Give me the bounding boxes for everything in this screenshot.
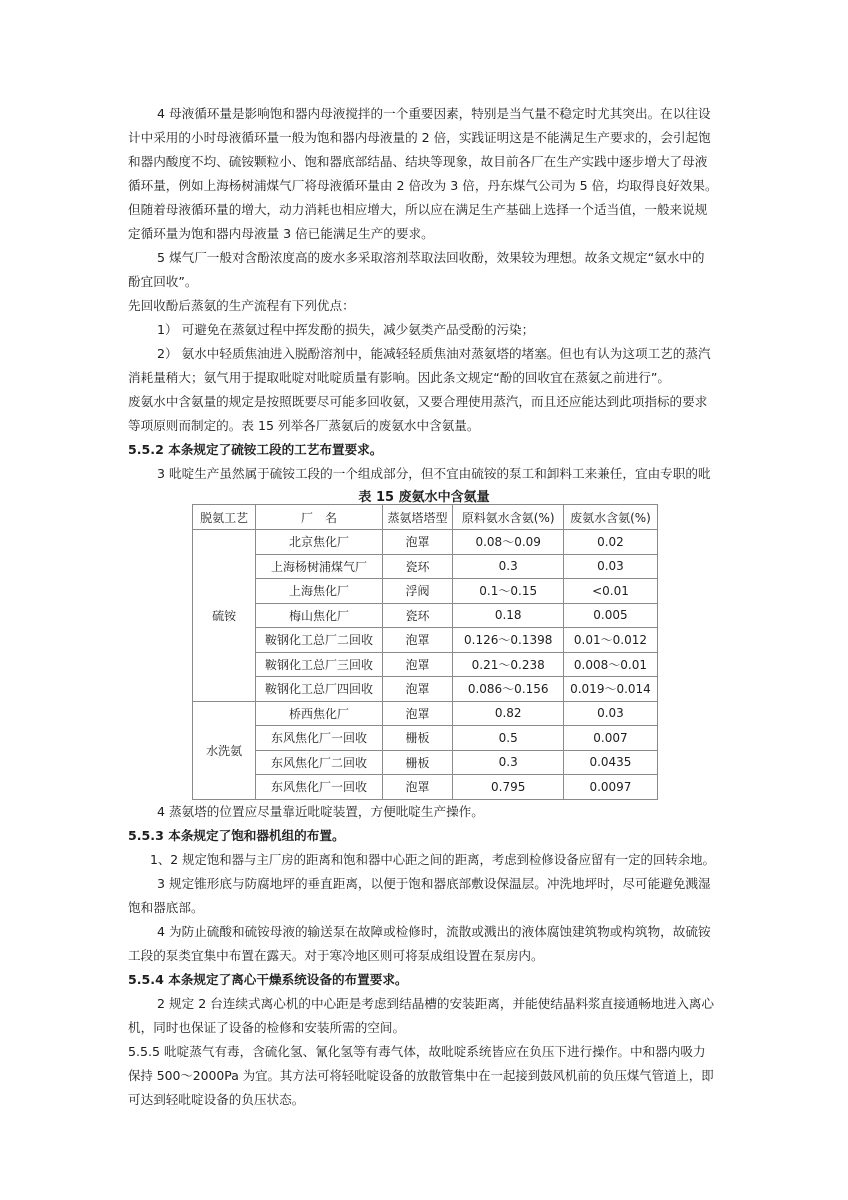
waste-cell: 0.007 [563, 726, 657, 751]
raw-cell: 0.086～0.156 [453, 677, 563, 702]
header-waste-ammonia: 废氨水含氨(%) [563, 505, 657, 530]
plant-cell: 鞍钢化工总厂四回收 [256, 677, 382, 702]
header-tower-type: 蒸氨塔塔型 [382, 505, 453, 530]
text-line: 4 蒸氨塔的位置应尽量靠近吡啶装置，方便吡啶生产操作。 [157, 804, 484, 819]
header-plant: 厂 名 [256, 505, 382, 530]
tower-cell: 泡罩 [382, 530, 453, 555]
plant-cell: 梅山焦化厂 [256, 603, 382, 628]
raw-cell: 0.795 [453, 775, 563, 800]
waste-cell: 0.0097 [563, 775, 657, 800]
text-line: 先回收酚后蒸氨的生产流程有下列优点： [128, 298, 355, 313]
table-caption: 表 15 废氨水中含氨量 [358, 490, 490, 505]
text-line: 计中采用的小时母液循环量一般为饱和器内母液量的 2 倍，实践证明这是不能满足生产要求的，会引起饱 [128, 130, 711, 145]
text-line: 可达到轻吡啶设备的负压状态。 [128, 1092, 305, 1107]
table-row [193, 701, 658, 726]
plant-cell: 北京焦化厂 [256, 530, 382, 555]
text-line: 3 吡啶生产虽然属于硫铵工段的一个组成部分，但不宜由硫铵的泵工和卸料工来兼任，宜由专职的吡 [157, 466, 711, 481]
tower-cell: 泡罩 [382, 652, 453, 677]
tower-cell: 瓷环 [382, 603, 453, 628]
waste-cell: 0.0435 [563, 750, 657, 775]
waste-cell: <0.01 [563, 579, 657, 604]
plant-cell: 鞍钢化工总厂二回收 [256, 628, 382, 653]
tower-cell: 泡罩 [382, 628, 453, 653]
header-process: 脱氨工艺 [193, 505, 256, 530]
raw-cell: 0.82 [453, 701, 563, 726]
tower-cell: 栅板 [382, 750, 453, 775]
waste-cell: 0.005 [563, 603, 657, 628]
text-line: 工段的泵类宜集中布置在露天。对于寒冷地区则可将泵成组设置在泵房内。 [128, 948, 544, 963]
table-row [193, 530, 658, 555]
header-raw-ammonia: 原料氨水含氨(%) [453, 505, 563, 530]
table-row [193, 628, 658, 653]
text-line: 废氨水中含氨量的规定是按照既要尽可能多回收氨，又要合理使用蒸汽，而且还应能达到此项指标的要求 [128, 394, 708, 409]
text-line: 4 母液循环量是影响饱和器内母液搅拌的一个重要因素，特别是当气量不稳定时尤其突出。在以往设 [157, 106, 711, 121]
text-line: 消耗量稍大；氨气用于提取吡啶对吡啶质量有影响。因此条文规定“酚的回收宜在蒸氨之前进行”。 [128, 370, 670, 385]
raw-cell: 0.3 [453, 554, 563, 579]
plant-cell: 东风焦化厂一回收 [256, 775, 382, 800]
tower-cell: 浮阀 [382, 579, 453, 604]
section-heading: 5.5.3 本条规定了饱和器机组的布置。 [128, 828, 345, 843]
plant-cell: 桥西焦化厂 [256, 701, 382, 726]
text-line: 定循环量为饱和器内母液量 3 倍已能满足生产的要求。 [128, 226, 434, 241]
table-row [193, 579, 658, 604]
raw-cell: 0.1～0.15 [453, 579, 563, 604]
text-line: 保持 500～2000Pa 为宜。其方法可将轻吡啶设备的放散管集中在一起接到鼓风机前的负压煤气管道上，即 [128, 1068, 714, 1083]
text-line: 但随着母液循环量的增大，动力消耗也相应增大，所以应在满足生产基础上选择一个适当值，一般来说规 [128, 202, 708, 217]
table-row [193, 554, 658, 579]
plant-cell: 鞍钢化工总厂三回收 [256, 652, 382, 677]
text-line: 机，同时也保证了设备的检修和安装所需的空间。 [128, 1020, 406, 1035]
table-row [193, 726, 658, 751]
table-row [193, 652, 658, 677]
text-line: 和器内酸度不均、硫铵颗粒小、饱和器底部结晶、结块等现象，故目前各厂在生产实践中逐步增大了母液 [128, 154, 708, 169]
raw-cell: 0.21～0.238 [453, 652, 563, 677]
raw-cell: 0.5 [453, 726, 563, 751]
plant-cell: 上海杨树浦煤气厂 [256, 554, 382, 579]
waste-cell: 0.03 [563, 554, 657, 579]
waste-cell: 0.01～0.012 [563, 628, 657, 653]
waste-cell: 0.02 [563, 530, 657, 555]
waste-cell: 0.03 [563, 701, 657, 726]
raw-cell: 0.08～0.09 [453, 530, 563, 555]
text-line: 1） 可避免在蒸氨过程中挥发酚的损失，减少氨类产品受酚的污染； [157, 322, 535, 337]
text-line: 2 规定 2 台连续式离心机的中心距是考虑到结晶槽的安装距离，并能使结晶料浆直接通畅地进入离心 [157, 996, 714, 1011]
text-line: 5 煤气厂一般对含酚浓度高的废水多采取溶剂萃取法回收酚，效果较为理想。故条文规定“氨水中的 [157, 250, 705, 265]
process-cell: 硫铵 [193, 530, 256, 702]
text-line: 2） 氨水中轻质焦油进入脱酚溶剂中，能减轻轻质焦油对蒸氨塔的堵塞。但也有认为这项工艺的蒸汽 [157, 346, 711, 361]
plant-cell: 东风焦化厂二回收 [256, 750, 382, 775]
table-row [193, 775, 658, 800]
ammonia-content-table [192, 504, 658, 800]
raw-cell: 0.3 [453, 750, 563, 775]
table-header-row [193, 505, 658, 530]
text-line: 饱和器底部。 [128, 900, 204, 915]
tower-cell: 泡罩 [382, 677, 453, 702]
text-line: 等项原则而制定的。表 15 列举各厂蒸氨后的废氨水中含氨量。 [128, 418, 480, 433]
table-row [193, 603, 658, 628]
table-row [193, 750, 658, 775]
text-line: 3 规定锥形底与防腐地坪的垂直距离，以便于饱和器底部敷设保温层。冲洗地坪时，尽可能避免溅湿 [157, 876, 711, 891]
tower-cell: 泡罩 [382, 775, 453, 800]
raw-cell: 0.126～0.1398 [453, 628, 563, 653]
raw-cell: 0.18 [453, 603, 563, 628]
plant-cell: 上海焦化厂 [256, 579, 382, 604]
text-line: 4 为防止硫酸和硫铵母液的输送泵在故障或检修时，流散或溅出的液体腐蚀建筑物或构筑物，故硫铵 [157, 924, 711, 939]
table-row [193, 677, 658, 702]
text-line: 5.5.5 吡啶蒸气有毒，含硫化氢、氰化氢等有毒气体，故吡啶系统皆应在负压下进行操作。中和器内吸力 [128, 1044, 706, 1059]
tower-cell: 栅板 [382, 726, 453, 751]
process-cell: 水洗氨 [193, 701, 256, 799]
text-line: 1、2 规定饱和器与主厂房的距离和饱和器中心距之间的距离，考虑到检修设备应留有一定的回转余地。 [150, 852, 715, 867]
tower-cell: 瓷环 [382, 554, 453, 579]
waste-cell: 0.019～0.014 [563, 677, 657, 702]
section-heading: 5.5.4 本条规定了离心干燥系统设备的布置要求。 [128, 972, 408, 987]
text-line: 循环量，例如上海杨树浦煤气厂将母液循环量由 2 倍改为 3 倍，丹东煤气公司为 5 倍，均取得良好效果。 [128, 178, 718, 193]
plant-cell: 东风焦化厂一回收 [256, 726, 382, 751]
text-line: 酚宜回收”。 [128, 274, 198, 289]
waste-cell: 0.008～0.01 [563, 652, 657, 677]
section-heading: 5.5.2 本条规定了硫铵工段的工艺布置要求。 [128, 442, 383, 457]
tower-cell: 泡罩 [382, 701, 453, 726]
